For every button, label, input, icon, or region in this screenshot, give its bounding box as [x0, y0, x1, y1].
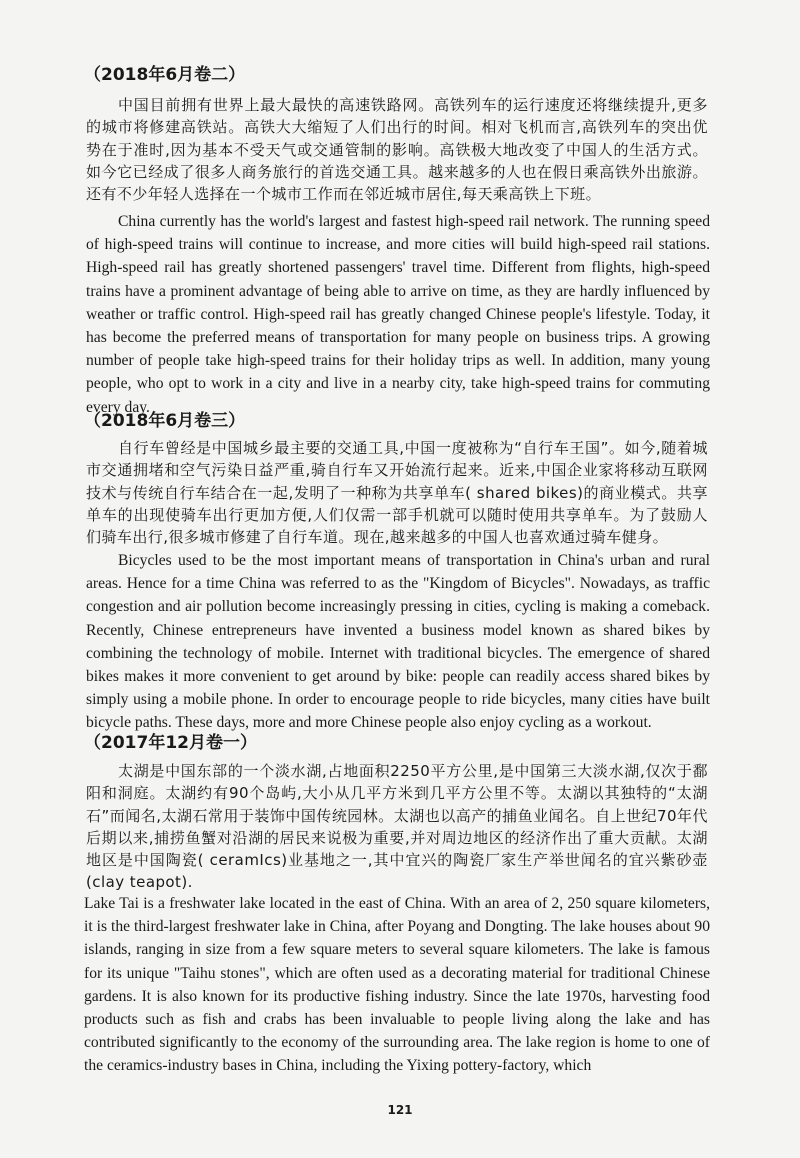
english-paragraph: Bicycles used to be the most important means of transportation in China's urban and rural areas. Hence for a time China was referred to as the "Kingdom of Bicycles". Nowadays, as traffic congestion and air pollution become increasingly pressing in cities, cycling is making a comeback. Recently, Chinese entrepreneurs have invented a business model known as shared bikes by combining the technology of mobile. Internet with traditional bicycles. The emergence of shared bikes makes it more convenient to get around by bike: people can readily access shared bikes by simply using a mobile phone. In order to encourage people to ride bicycles, many cities have built bicycle paths. These days, more and more Chinese people also enjoy cycling as a workout. — [86, 552, 710, 732]
page-number: 121 — [387, 1103, 413, 1117]
english-paragraph: China currently has the world's largest and fastest high-speed rail network. The running speed of high-speed trains will continue to increase, and more cities will build high-speed rail stations. High-speed rail has greatly shortened passengers' travel time. Different from flights, high-speed trains have a prominent advantage of being able to arrive on time, as they are hardly influenced by weather or traffic control. High-speed rail has greatly changed Chinese people's lifestyle. Today, it has become the preferred means of transportation for many people on business trips. A growing number of people take high-speed trains for their holiday trips as well. In addition, many young people, who opt to work in a city and live in a nearby city, take high-speed trains for commuting every day. — [86, 213, 710, 416]
chinese-paragraph: 中国目前拥有世界上最大最快的高速铁路网。高铁列车的运行速度还将继续提升,更多的城市将修建高铁站。高铁大大缩短了人们出行的时间。相对飞机而言,高铁列车的突出优势在于准时,因为基本不受天气或交通管制的影响。高铁极大地改变了中国人的生活方式。如今它已经成了很多人商务旅行的首选交通工具。越来越多的人也在假日乘高铁外出旅游。还有不少年轻人选择在一个城市工作而在邻近城市居住,每天乘高铁上下班。 — [86, 96, 708, 204]
chinese-paragraph: 太湖是中国东部的一个淡水湖,占地面积2250平方公里,是中国第三大淡水湖,仅次于鄱阳和洞庭。太湖约有90个岛屿,大小从几平方米到几平方公里不等。太湖以其独特的“太湖石”而闻名,太湖石常用于装饰中国传统园林。太湖也以高产的捕鱼业闻名。自上世纪70年代后期以来,捕捞鱼蟹对沿湖的居民来说极为重要,并对周边地区的经济作出了重大贡献。太湖地区是中国陶瓷( ceramIcs)业基地之一,其中宜兴的陶瓷厂家生产举世闻名的宜兴紫砂壶(clay teapot). — [86, 762, 708, 892]
section-heading: （2018年6月卷二） — [84, 65, 246, 85]
english-paragraph: Lake Tai is a freshwater lake located in the east of China. With an area of 2, 250 square kilometers, it is the third-largest freshwater lake in China, after Poyang and Dongting. The lake houses about 90 islands, ranging in size from a few square meters to several square kilometers. The lake is famous for its unique "Taihu stones", which are often used as a decorating material for traditional Chinese gardens. It is also known for its productive fishing industry. Since the late 1970s, harvesting food products such as fish and crabs has been invaluable to people living along the lake and has contributed significantly to the economy of the surrounding area. The lake region is home to one of the ceramics-industry bases in China, including the Yixing pottery-factory, which — [84, 895, 710, 1075]
chinese-paragraph: 自行车曾经是中国城乡最主要的交通工具,中国一度被称为“自行车王国”。如今,随着城市交通拥堵和空气污染日益严重,骑自行车又开始流行起来。近来,中国企业家将移动互联网技术与传统自行车结合在一起,发明了一种称为共享单车( shared bikes)的商业模式。共享单车的出现使骑车出行更加方便,人们仅需一部手机就可以随时使用共享单车。为了鼓励人们骑车出行,很多城市修建了自行车道。现在,越来越多的中国人也喜欢通过骑车健身。 — [86, 439, 708, 547]
section-heading: （2017年12月卷一） — [84, 733, 257, 753]
section-heading: （2018年6月卷三） — [84, 411, 246, 431]
